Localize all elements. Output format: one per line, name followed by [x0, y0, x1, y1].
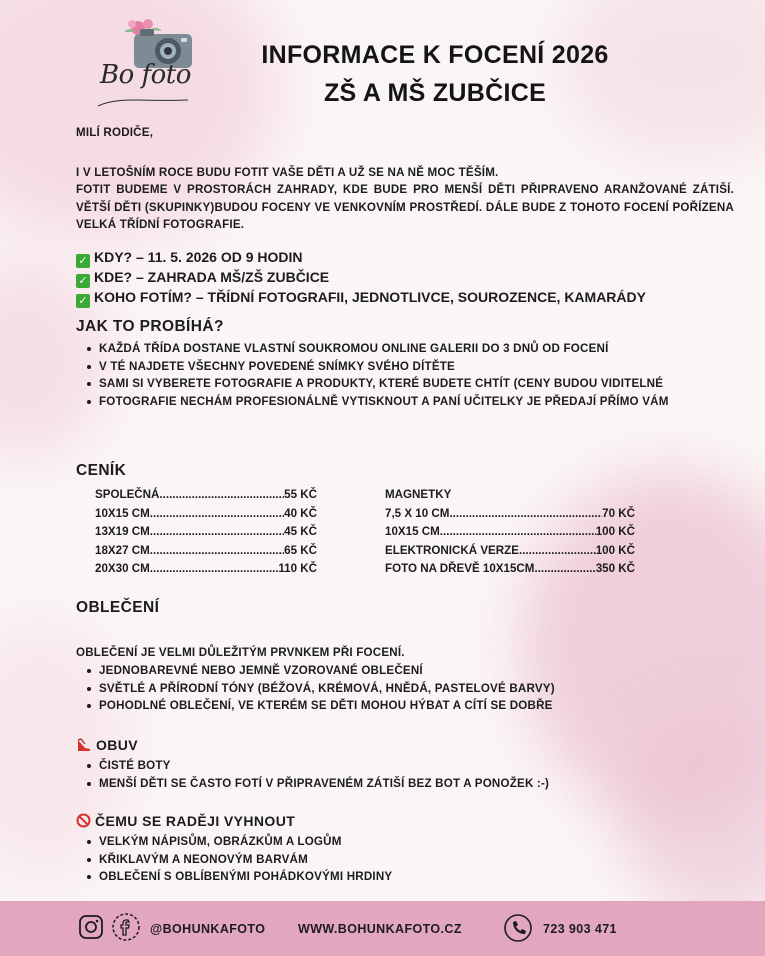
shoes-heading: OBUV — [76, 737, 138, 753]
price-row: 10X15 CM ..... 40 KČ — [95, 505, 317, 524]
check-icon: ✓ — [76, 254, 90, 268]
intro-line-1: I V LETOŠNÍM ROCE BUDU FOTIT VAŠE DĚTI A UŽ SE NA NĚ MOC TĚŠÍM. — [76, 166, 499, 179]
greeting: MILÍ RODIČE, — [76, 126, 154, 139]
instagram-icon[interactable] — [78, 914, 104, 940]
check-item-where: ✓ KDE? – ZAHRADA MŠ/ZŠ ZUBČICE — [76, 267, 329, 288]
check-icon: ✓ — [76, 274, 90, 288]
check-item-when: ✓ KDY? – 11. 5. 2026 OD 9 HODIN — [76, 247, 303, 268]
list-item: ČISTÉ BOTY — [76, 757, 726, 775]
price-row: SPOLEČNÁ ..... 55 KČ — [95, 486, 317, 505]
social-handle[interactable]: @BOHUNKAFOTO — [150, 921, 266, 936]
shoes-list — [76, 757, 726, 792]
list-item: KAŽDÁ TŘÍDA DOSTANE VLASTNÍ SOUKROMOU ONLINE GALERII DO 3 DNŮ OD FOCENÍ — [76, 340, 726, 358]
list-item: OBLEČENÍ S OBLÍBENÝMI POHÁDKOVÝMI HRDINY — [76, 868, 726, 886]
price-row: ELEKTRONICKÁ VERZE ..... 100 KČ — [385, 542, 635, 561]
facebook-icon[interactable] — [111, 912, 141, 942]
how-list — [76, 340, 726, 410]
list-item: KŘIKLAVÝM A NEONOVÝM BARVÁM — [76, 851, 726, 869]
list-item: FOTOGRAFIE NECHÁM PROFESIONÁLNĚ VYTISKNOUT A PANÍ UČITELKY JE PŘEDAJÍ PŘÍMO VÁM — [76, 393, 699, 411]
list-item: VELKÝM NÁPISŮM, OBRÁZKŮM A LOGŮM — [76, 833, 726, 851]
page-title — [230, 36, 640, 112]
avoid-heading: ČEMU SE RADĚJI VYHNOUT — [76, 813, 295, 829]
price-row: 18X27 CM ..... 65 KČ — [95, 542, 317, 561]
price-row: 20X30 CM ..... 110 KČ — [95, 560, 317, 579]
intro-paragraph: FOTIT BUDEME V PROSTORÁCH ZAHRADY, KDE BUDE PRO MENŠÍ DĚTI PŘIPRAVENO ARANŽOVANÉ ZÁTIŠÍ. VĚTŠÍ DĚTI (SKUPINKY)BUDOU FOCENY VE VENKOVNÍM PROSTŘEDÍ. DÁLE BUDE Z TOHOTO FOCENÍ POŘÍZENA VELKÁ TŘÍDNÍ FOTOGRAFIE. — [76, 183, 734, 231]
check-item-who: ✓ KOHO FOTÍM? – TŘÍDNÍ FOTOGRAFII, JEDNOTLIVCE, SOUROZENCE, KAMARÁDY — [76, 287, 646, 308]
how-heading: JAK TO PROBÍHÁ? — [76, 318, 224, 335]
magnets-title: MAGNETKY — [385, 488, 452, 501]
list-item: SVĚTLÉ A PŘÍRODNÍ TÓNY (BÉŽOVÁ, KRÉMOVÁ, HNĚDÁ, PASTELOVÉ BARVY) — [76, 680, 726, 698]
price-row: 13X19 CM ..... 45 KČ — [95, 523, 317, 542]
pricing-heading: CENÍK — [76, 462, 127, 479]
website-link[interactable]: WWW.BOHUNKAFOTO.CZ — [298, 921, 462, 936]
list-item: V TÉ NAJDETE VŠECHNY POVEDENÉ SNÍMKY SVÉHO DÍTĚTE — [76, 358, 726, 376]
phone-number[interactable]: 723 903 471 — [543, 921, 617, 936]
clothing-intro: OBLEČENÍ JE VELMI DŮLEŽITÝM PRVNKEM PŘI FOCENÍ. — [76, 646, 405, 659]
list-item: JEDNOBAREVNÉ NEBO JEMNĚ VZOROVANÉ OBLEČENÍ — [76, 662, 726, 680]
title-line-1: INFORMACE K FOCENÍ 2026 — [261, 41, 609, 69]
list-item: MENŠÍ DĚTI SE ČASTO FOTÍ V PŘIPRAVENÉM ZÁTIŠÍ BEZ BOT A PONOŽEK :-) — [76, 775, 726, 793]
clothing-list — [76, 662, 726, 715]
list-item: SAMI SI VYBERETE FOTOGRAFIE A PRODUKTY, KTERÉ BUDETE CHTÍT (CENY BUDOU VIDITELNÉ — [76, 375, 726, 393]
price-row: FOTO NA DŘEVĚ 10X15CM ..... 350 KČ — [385, 560, 635, 579]
clothing-heading: OBLEČENÍ — [76, 599, 160, 616]
list-item: POHODLNÉ OBLEČENÍ, VE KTERÉM SE DĚTI MOHOU HÝBAT A CÍTÍ SE DOBŘE — [76, 697, 726, 715]
avoid-list — [76, 833, 726, 886]
logo-text: Bo foto — [100, 60, 191, 90]
footer-bar — [0, 901, 765, 956]
prohibited-icon — [76, 813, 91, 828]
pricing-left — [95, 486, 317, 579]
price-row: 10X15 CM ..... 100 KČ — [385, 523, 635, 542]
phone-icon — [503, 913, 533, 943]
pricing-right — [385, 486, 635, 579]
shoe-icon — [76, 738, 92, 752]
title-line-2: ZŠ A MŠ ZUBČICE — [323, 79, 547, 107]
price-row: 7,5 X 10 CM ..... 70 KČ — [385, 505, 635, 524]
brand-logo — [88, 14, 200, 112]
check-icon: ✓ — [76, 294, 90, 308]
